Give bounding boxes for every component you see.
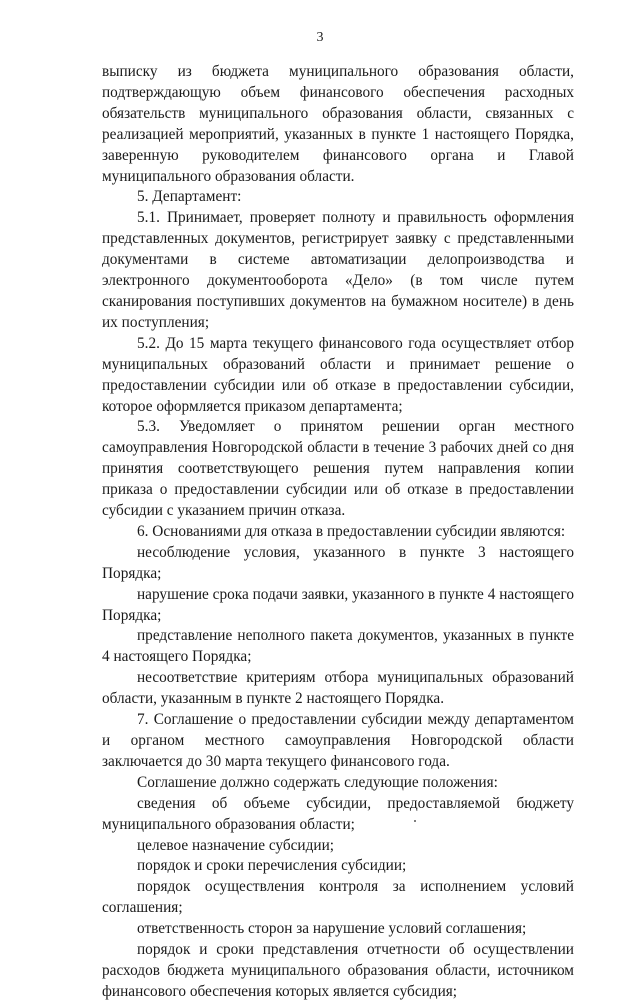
document-body xyxy=(102,62,574,1003)
paragraph-agreement-provision-1: сведения об объеме субсидии, предоставляемой бюджету муниципального образования области; xyxy=(102,794,574,833)
paragraph-item-5-2: 5.2. До 15 марта текущего финансового года осуществляет отбор муниципальных образований области и принимает решение о предоставлении субсидии или об отказе в предоставлении субсидии, которое оформляется приказом департамента; xyxy=(102,334,574,415)
paragraph-refusal-reason-1: несоблюдение условия, указанного в пункте 3 настоящего Порядка; xyxy=(102,543,574,582)
paragraph-agreement-provision-4: порядок осуществления контроля за исполнением условий соглашения; xyxy=(102,878,574,917)
paragraph-agreement-provision-3: порядок и сроки перечисления субсидии; xyxy=(137,857,407,875)
paragraph-agreement-provision-6: порядок и сроки представления отчетности об осуществлении расходов бюджета муниципального образования области, источником финансового обеспечения которых является субсидия; xyxy=(102,941,574,1000)
paragraph-statement-extract: выписку из бюджета муниципального образования области, подтверждающую объем финансового обеспечения расходных обязательств муниципального образования области, связанных с реализацией мероприятий, указанных в пункте 1 настоящего Порядка, заверенную руководителем финансового органа и Главой муниципального образования области. xyxy=(102,63,574,185)
scan-speck xyxy=(414,820,416,822)
paragraph-refusal-reason-3: представление неполного пакета документов, указанных в пункте 4 настоящего Порядка; xyxy=(102,627,574,666)
paragraph-refusal-reason-2: нарушение срока подачи заявки, указанного в пункте 4 настоящего Порядка; xyxy=(102,585,574,624)
paragraph-item-5: 5. Департамент: xyxy=(137,188,242,206)
paragraph-item-6: 6. Основаниями для отказа в предоставлении субсидии являются: xyxy=(137,522,566,540)
paragraph-agreement-provision-2: целевое назначение субсидии; xyxy=(137,836,335,854)
page-number: 3 xyxy=(316,30,324,45)
paragraph-agreement-provision-5: ответственность сторон за нарушение условий соглашения; xyxy=(137,920,527,938)
paragraph-refusal-reason-4: несоответствие критериям отбора муниципальных образований области, указанным в пункте 2 настоящего Порядка. xyxy=(102,669,574,708)
paragraph-agreement-intro: Соглашение должно содержать следующие положения: xyxy=(137,773,498,791)
paragraph-item-5-1: 5.1. Принимает, проверяет полноту и правильность оформления представленных документов, регистрирует заявку с представленными документами в системе автоматизации делопроизводства и электронного документооборота «Дело» (в том числе путем сканирования поступивших документов на бумажном носителе) в день их поступления; xyxy=(102,209,574,331)
paragraph-item-5-3: 5.3. Уведомляет о принятом решении орган местного самоуправления Новгородской области в течение 3 рабочих дней со дня принятия соответствующего решения путем направления копии приказа о предоставлении субсидии или об отказе в предоставлении субсидии с указанием причин отказа. xyxy=(102,418,574,520)
paragraph-item-7: 7. Соглашение о предоставлении субсидии между департаментом и органом местного самоуправления Новгородской области заключается до 30 марта текущего финансового года. xyxy=(102,711,574,770)
